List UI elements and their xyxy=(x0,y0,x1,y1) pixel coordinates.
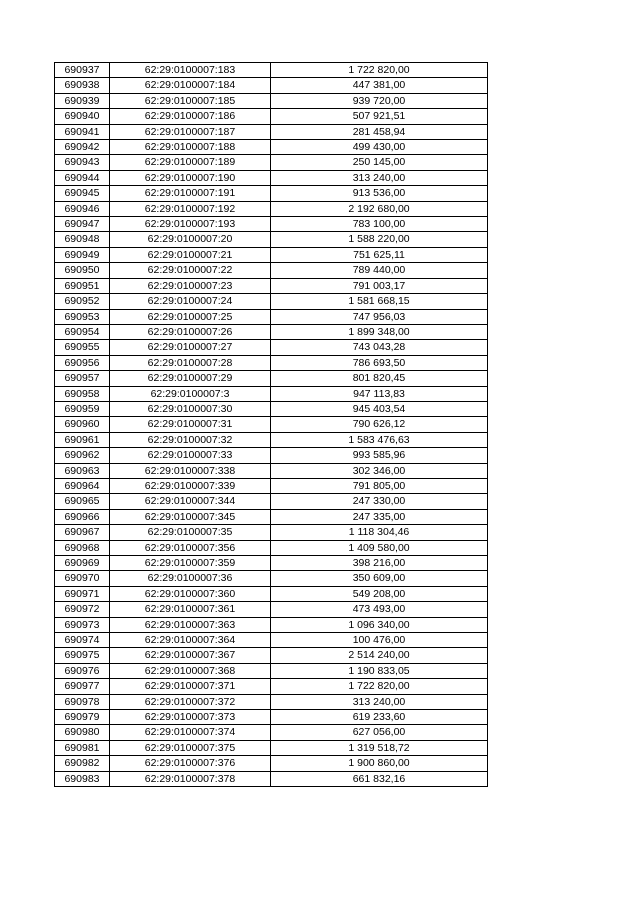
cadastral-number-cell: 62:29:0100007:31 xyxy=(110,417,271,432)
cadastral-value-cell: 473 493,00 xyxy=(271,602,488,617)
cadastral-value-cell: 1 118 304,46 xyxy=(271,525,488,540)
cadastral-value-cell: 993 585,96 xyxy=(271,448,488,463)
cadastral-number-cell: 62:29:0100007:190 xyxy=(110,170,271,185)
cadastral-number-cell: 62:29:0100007:189 xyxy=(110,155,271,170)
table-row xyxy=(55,525,488,540)
row-number-cell: 690956 xyxy=(55,355,110,370)
table-row xyxy=(55,247,488,262)
table-row xyxy=(55,556,488,571)
table-row xyxy=(55,463,488,478)
row-number-cell: 690945 xyxy=(55,186,110,201)
row-number-cell: 690974 xyxy=(55,633,110,648)
cadastral-number-cell: 62:29:0100007:360 xyxy=(110,586,271,601)
row-number-cell: 690965 xyxy=(55,494,110,509)
row-number-cell: 690981 xyxy=(55,740,110,755)
cadastral-value-cell: 1 722 820,00 xyxy=(271,679,488,694)
table-row xyxy=(55,386,488,401)
row-number-cell: 690971 xyxy=(55,586,110,601)
row-number-cell: 690960 xyxy=(55,417,110,432)
cadastral-number-cell: 62:29:0100007:22 xyxy=(110,263,271,278)
cadastral-value-cell: 947 113,83 xyxy=(271,386,488,401)
row-number-cell: 690946 xyxy=(55,201,110,216)
row-number-cell: 690978 xyxy=(55,694,110,709)
cadastral-value-cell: 801 820,45 xyxy=(271,371,488,386)
cadastral-number-cell: 62:29:0100007:25 xyxy=(110,309,271,324)
cadastral-value-cell: 250 145,00 xyxy=(271,155,488,170)
cadastral-number-cell: 62:29:0100007:339 xyxy=(110,478,271,493)
row-number-cell: 690968 xyxy=(55,540,110,555)
cadastral-number-cell: 62:29:0100007:375 xyxy=(110,740,271,755)
cadastral-value-cell: 350 609,00 xyxy=(271,571,488,586)
cadastral-value-cell: 313 240,00 xyxy=(271,694,488,709)
cadastral-value-cell: 1 588 220,00 xyxy=(271,232,488,247)
cadastral-value-cell: 247 330,00 xyxy=(271,494,488,509)
cadastral-number-cell: 62:29:0100007:185 xyxy=(110,93,271,108)
cadastral-number-cell: 62:29:0100007:183 xyxy=(110,63,271,78)
cadastral-value-cell: 499 430,00 xyxy=(271,140,488,155)
cadastral-number-cell: 62:29:0100007:361 xyxy=(110,602,271,617)
table-row xyxy=(55,78,488,93)
cadastral-number-cell: 62:29:0100007:345 xyxy=(110,509,271,524)
cadastral-number-cell: 62:29:0100007:372 xyxy=(110,694,271,709)
cadastral-value-cell: 786 693,50 xyxy=(271,355,488,370)
table-row xyxy=(55,186,488,201)
row-number-cell: 690964 xyxy=(55,478,110,493)
table-row xyxy=(55,694,488,709)
cadastral-number-cell: 62:29:0100007:24 xyxy=(110,294,271,309)
cadastral-number-cell: 62:29:0100007:374 xyxy=(110,725,271,740)
table-row xyxy=(55,571,488,586)
row-number-cell: 690980 xyxy=(55,725,110,740)
cadastral-number-cell: 62:29:0100007:35 xyxy=(110,525,271,540)
row-number-cell: 690983 xyxy=(55,771,110,786)
row-number-cell: 690966 xyxy=(55,509,110,524)
table-row xyxy=(55,371,488,386)
table-row xyxy=(55,294,488,309)
cadastral-number-cell: 62:29:0100007:30 xyxy=(110,401,271,416)
table-row xyxy=(55,509,488,524)
cadastral-number-cell: 62:29:0100007:364 xyxy=(110,633,271,648)
table-row xyxy=(55,140,488,155)
row-number-cell: 690976 xyxy=(55,663,110,678)
cadastral-number-cell: 62:29:0100007:29 xyxy=(110,371,271,386)
table-row xyxy=(55,170,488,185)
cadastral-value-cell: 2 192 680,00 xyxy=(271,201,488,216)
cadastral-number-cell: 62:29:0100007:28 xyxy=(110,355,271,370)
cadastral-value-cell: 507 921,51 xyxy=(271,109,488,124)
row-number-cell: 690977 xyxy=(55,679,110,694)
row-number-cell: 690947 xyxy=(55,217,110,232)
cadastral-number-cell: 62:29:0100007:193 xyxy=(110,217,271,232)
row-number-cell: 690939 xyxy=(55,93,110,108)
row-number-cell: 690957 xyxy=(55,371,110,386)
row-number-cell: 690959 xyxy=(55,401,110,416)
cadastral-value-cell: 619 233,60 xyxy=(271,710,488,725)
row-number-cell: 690949 xyxy=(55,247,110,262)
cadastral-number-cell: 62:29:0100007:371 xyxy=(110,679,271,694)
table-row xyxy=(55,63,488,78)
table-row xyxy=(55,432,488,447)
cadastral-value-cell: 1 190 833,05 xyxy=(271,663,488,678)
table-row xyxy=(55,633,488,648)
cadastral-value-cell: 945 403,54 xyxy=(271,401,488,416)
row-number-cell: 690955 xyxy=(55,340,110,355)
cadastral-value-cell: 661 832,16 xyxy=(271,771,488,786)
cadastral-number-cell: 62:29:0100007:188 xyxy=(110,140,271,155)
cadastral-number-cell: 62:29:0100007:32 xyxy=(110,432,271,447)
cadastral-value-cell: 1 583 476,63 xyxy=(271,432,488,447)
table-row xyxy=(55,725,488,740)
cadastral-value-cell: 447 381,00 xyxy=(271,78,488,93)
cadastral-number-cell: 62:29:0100007:191 xyxy=(110,186,271,201)
row-number-cell: 690944 xyxy=(55,170,110,185)
cadastral-number-cell: 62:29:0100007:186 xyxy=(110,109,271,124)
cadastral-number-cell: 62:29:0100007:376 xyxy=(110,756,271,771)
row-number-cell: 690975 xyxy=(55,648,110,663)
cadastral-value-cell: 1 581 668,15 xyxy=(271,294,488,309)
row-number-cell: 690948 xyxy=(55,232,110,247)
cadastral-value-cell: 751 625,11 xyxy=(271,247,488,262)
cadastral-number-cell: 62:29:0100007:187 xyxy=(110,124,271,139)
table-row xyxy=(55,478,488,493)
row-number-cell: 690969 xyxy=(55,556,110,571)
table-row xyxy=(55,232,488,247)
table-row xyxy=(55,448,488,463)
cadastral-number-cell: 62:29:0100007:367 xyxy=(110,648,271,663)
table-row xyxy=(55,201,488,216)
table-row xyxy=(55,355,488,370)
cadastral-value-cell: 913 536,00 xyxy=(271,186,488,201)
row-number-cell: 690938 xyxy=(55,78,110,93)
cadastral-value-cell: 747 956,03 xyxy=(271,309,488,324)
cadastral-number-cell: 62:29:0100007:378 xyxy=(110,771,271,786)
cadastral-number-cell: 62:29:0100007:36 xyxy=(110,571,271,586)
cadastral-number-cell: 62:29:0100007:33 xyxy=(110,448,271,463)
cadastral-value-cell: 247 335,00 xyxy=(271,509,488,524)
cadastral-value-cell: 313 240,00 xyxy=(271,170,488,185)
row-number-cell: 690937 xyxy=(55,63,110,78)
cadastral-value-cell: 1 096 340,00 xyxy=(271,617,488,632)
cadastral-value-cell: 1 899 348,00 xyxy=(271,324,488,339)
table-row xyxy=(55,401,488,416)
cadastral-value-cell: 791 003,17 xyxy=(271,278,488,293)
cadastral-number-cell: 62:29:0100007:184 xyxy=(110,78,271,93)
cadastral-number-cell: 62:29:0100007:338 xyxy=(110,463,271,478)
table-row xyxy=(55,540,488,555)
row-number-cell: 690941 xyxy=(55,124,110,139)
cadastral-value-cell: 2 514 240,00 xyxy=(271,648,488,663)
cadastral-value-cell: 791 805,00 xyxy=(271,478,488,493)
row-number-cell: 690967 xyxy=(55,525,110,540)
table-row xyxy=(55,602,488,617)
table-row xyxy=(55,617,488,632)
table-row xyxy=(55,263,488,278)
cadastral-number-cell: 62:29:0100007:373 xyxy=(110,710,271,725)
row-number-cell: 690943 xyxy=(55,155,110,170)
table-row xyxy=(55,340,488,355)
table-row xyxy=(55,679,488,694)
table-row xyxy=(55,648,488,663)
table-row xyxy=(55,417,488,432)
table-row xyxy=(55,740,488,755)
row-number-cell: 690979 xyxy=(55,710,110,725)
row-number-cell: 690940 xyxy=(55,109,110,124)
cadastral-value-cell: 783 100,00 xyxy=(271,217,488,232)
cadastral-value-cell: 790 626,12 xyxy=(271,417,488,432)
cadastral-value-cell: 1 900 860,00 xyxy=(271,756,488,771)
row-number-cell: 690952 xyxy=(55,294,110,309)
table-row xyxy=(55,217,488,232)
table-row xyxy=(55,494,488,509)
table-row xyxy=(55,324,488,339)
cadastral-value-cell: 1 319 518,72 xyxy=(271,740,488,755)
table-row xyxy=(55,309,488,324)
cadastral-value-cell: 627 056,00 xyxy=(271,725,488,740)
row-number-cell: 690972 xyxy=(55,602,110,617)
table-row xyxy=(55,663,488,678)
table-row xyxy=(55,756,488,771)
cadastral-number-cell: 62:29:0100007:21 xyxy=(110,247,271,262)
table-row xyxy=(55,155,488,170)
cadastral-value-cell: 939 720,00 xyxy=(271,93,488,108)
table-row xyxy=(55,586,488,601)
cadastral-value-cell: 1 722 820,00 xyxy=(271,63,488,78)
row-number-cell: 690973 xyxy=(55,617,110,632)
cadastral-number-cell: 62:29:0100007:27 xyxy=(110,340,271,355)
cadastral-number-cell: 62:29:0100007:356 xyxy=(110,540,271,555)
row-number-cell: 690954 xyxy=(55,324,110,339)
cadastral-number-cell: 62:29:0100007:3 xyxy=(110,386,271,401)
cadastral-value-cell: 549 208,00 xyxy=(271,586,488,601)
table-row xyxy=(55,771,488,786)
cadastral-number-cell: 62:29:0100007:344 xyxy=(110,494,271,509)
cadastral-value-cell: 100 476,00 xyxy=(271,633,488,648)
row-number-cell: 690982 xyxy=(55,756,110,771)
cadastral-number-cell: 62:29:0100007:23 xyxy=(110,278,271,293)
cadastral-value-cell: 743 043,28 xyxy=(271,340,488,355)
table-row xyxy=(55,278,488,293)
cadastral-number-cell: 62:29:0100007:363 xyxy=(110,617,271,632)
row-number-cell: 690942 xyxy=(55,140,110,155)
table-row xyxy=(55,93,488,108)
cadastral-value-cell: 1 409 580,00 xyxy=(271,540,488,555)
cadastral-value-cell: 789 440,00 xyxy=(271,263,488,278)
cadastral-value-cell: 281 458,94 xyxy=(271,124,488,139)
row-number-cell: 690958 xyxy=(55,386,110,401)
cadastral-number-cell: 62:29:0100007:20 xyxy=(110,232,271,247)
row-number-cell: 690962 xyxy=(55,448,110,463)
cadastral-value-table xyxy=(54,62,488,787)
cadastral-value-cell: 398 216,00 xyxy=(271,556,488,571)
cadastral-number-cell: 62:29:0100007:192 xyxy=(110,201,271,216)
row-number-cell: 690951 xyxy=(55,278,110,293)
cadastral-number-cell: 62:29:0100007:359 xyxy=(110,556,271,571)
table-row xyxy=(55,124,488,139)
row-number-cell: 690950 xyxy=(55,263,110,278)
row-number-cell: 690961 xyxy=(55,432,110,447)
cadastral-number-cell: 62:29:0100007:368 xyxy=(110,663,271,678)
table-row xyxy=(55,109,488,124)
cadastral-number-cell: 62:29:0100007:26 xyxy=(110,324,271,339)
cadastral-value-cell: 302 346,00 xyxy=(271,463,488,478)
row-number-cell: 690953 xyxy=(55,309,110,324)
row-number-cell: 690963 xyxy=(55,463,110,478)
table-body xyxy=(55,63,488,787)
row-number-cell: 690970 xyxy=(55,571,110,586)
table-row xyxy=(55,710,488,725)
